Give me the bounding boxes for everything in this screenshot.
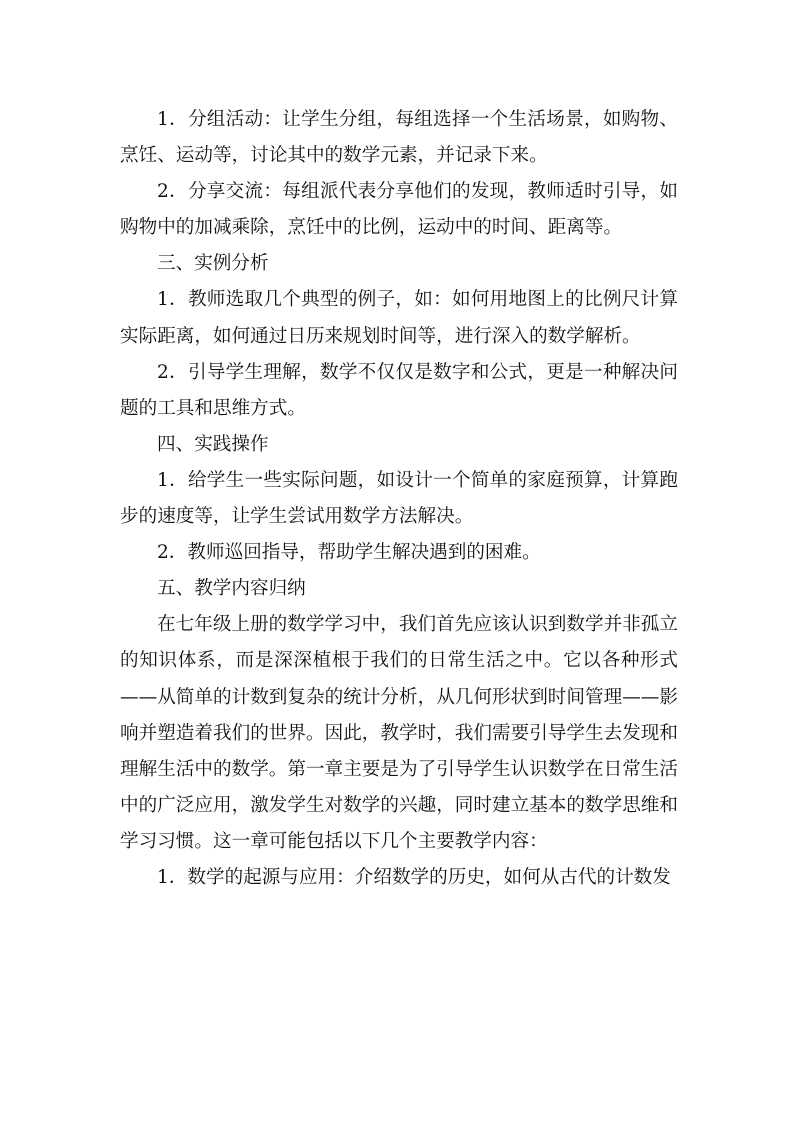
paragraph-origin-application: 1．数学的起源与应用：介绍数学的历史，如何从古代的计数发 [157, 866, 671, 888]
paragraph-teacher-guidance: 2．教师巡回指导，帮助学生解决遇到的困难。 [157, 542, 541, 564]
section-heading-case-analysis: 三、实例分析 [157, 253, 269, 275]
paragraph-typical-examples: 1．教师选取几个典型的例子，如：如何用地图上的比例尺计算实际距离，如何通过日历来规划时间等，进行深入的数学解析。 [120, 289, 678, 347]
paragraph-share-exchange: 2．分享交流：每组派代表分享他们的发现，教师适时引导，如购物中的加减乘除，烹饪中的比例，运动中的时间、距离等。 [120, 181, 678, 239]
document-body [120, 102, 678, 896]
paragraph-practical-problems: 1．给学生一些实际问题，如设计一个简单的家庭预算，计算跑步的速度等，让学生尝试用数学方法解决。 [120, 469, 678, 528]
paragraph-guide-understanding: 2．引导学生理解，数学不仅仅是数字和公式，更是一种解决问题的工具和思维方式。 [120, 361, 678, 419]
section-heading-practice: 四、实践操作 [157, 433, 269, 455]
paragraph-group-activity: 1．分组活动：让学生分组，每组选择一个生活场景，如购物、烹饪、运动等，讨论其中的数学元素，并记录下来。 [120, 109, 678, 167]
section-heading-content-summary: 五、教学内容归纳 [157, 578, 306, 600]
paragraph-summary-body: 在七年级上册的数学学习中，我们首先应该认识到数学并非孤立的知识体系，而是深深植根于我们的日常生活之中。它以各种形式——从简单的计数到复杂的统计分析，从几何形状到时间管理——影响并塑造着我们的世界。因此，教学时，我们需要引导学生去发现和理解生活中的数学。第一章主要是为了引导学生认识数学在日常生活中的广泛应用，激发学生对数学的兴趣，同时建立基本的数学思维和学习习惯。这一章可能包括以下几个主要教学内容： [120, 614, 678, 852]
